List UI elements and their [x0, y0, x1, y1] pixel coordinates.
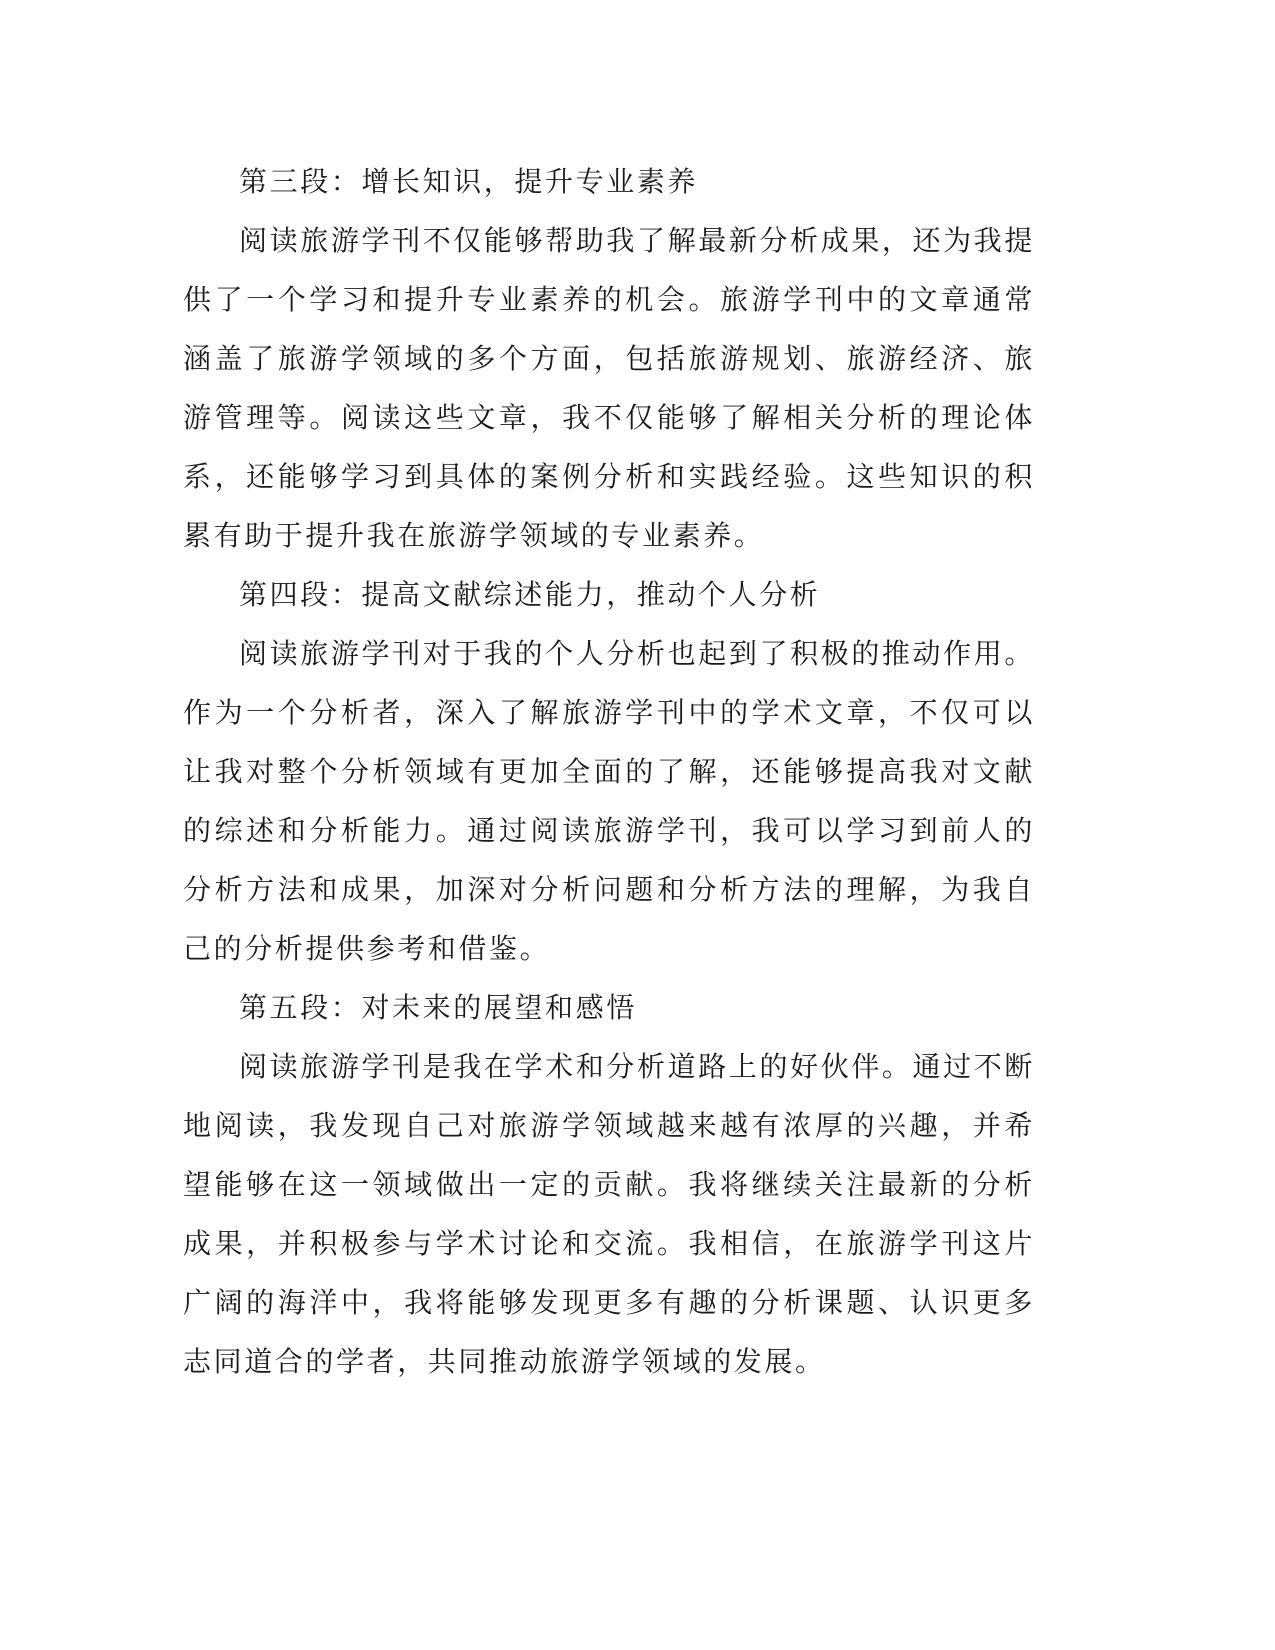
section-3-paragraph: 阅读旅游学刊不仅能够帮助我了解最新分析成果，还为我提供了一个学习和提升专业素养的机会。旅游学刊中的文章通常涵盖了旅游学领域的多个方面，包括旅游规划、旅游经济、旅游管理等。阅读这些文章，我不仅能够了解相关分析的理论体系，还能够学习到具体的案例分析和实践经验。这些知识的积累有助于提升我在旅游学领域的专业素养。: [183, 224, 1035, 552]
section-4-heading: 第四段：提高文献综述能力，推动个人分析: [239, 578, 821, 611]
section-5-heading: 第五段：对未来的展望和感悟: [239, 991, 637, 1024]
document-body: [183, 152, 1035, 1391]
section-3-heading: 第三段：增长知识，提升专业素养: [239, 165, 699, 198]
section-5-paragraph: 阅读旅游学刊是我在学术和分析道路上的好伙伴。通过不断地阅读，我发现自己对旅游学领域越来越有浓厚的兴趣，并希望能够在这一领域做出一定的贡献。我将继续关注最新的分析成果，并积极参与学术讨论和交流。我相信，在旅游学刊这片广阔的海洋中，我将能够发现更多有趣的分析课题、认识更多志同道合的学者，共同推动旅游学领域的发展。: [183, 1050, 1035, 1378]
section-4-paragraph: 阅读旅游学刊对于我的个人分析也起到了积极的推动作用。作为一个分析者，深入了解旅游学刊中的学术文章，不仅可以让我对整个分析领域有更加全面的了解，还能够提高我对文献的综述和分析能力。通过阅读旅游学刊，我可以学习到前人的分析方法和成果，加深对分析问题和分析方法的理解，为我自己的分析提供参考和借鉴。: [183, 637, 1035, 965]
